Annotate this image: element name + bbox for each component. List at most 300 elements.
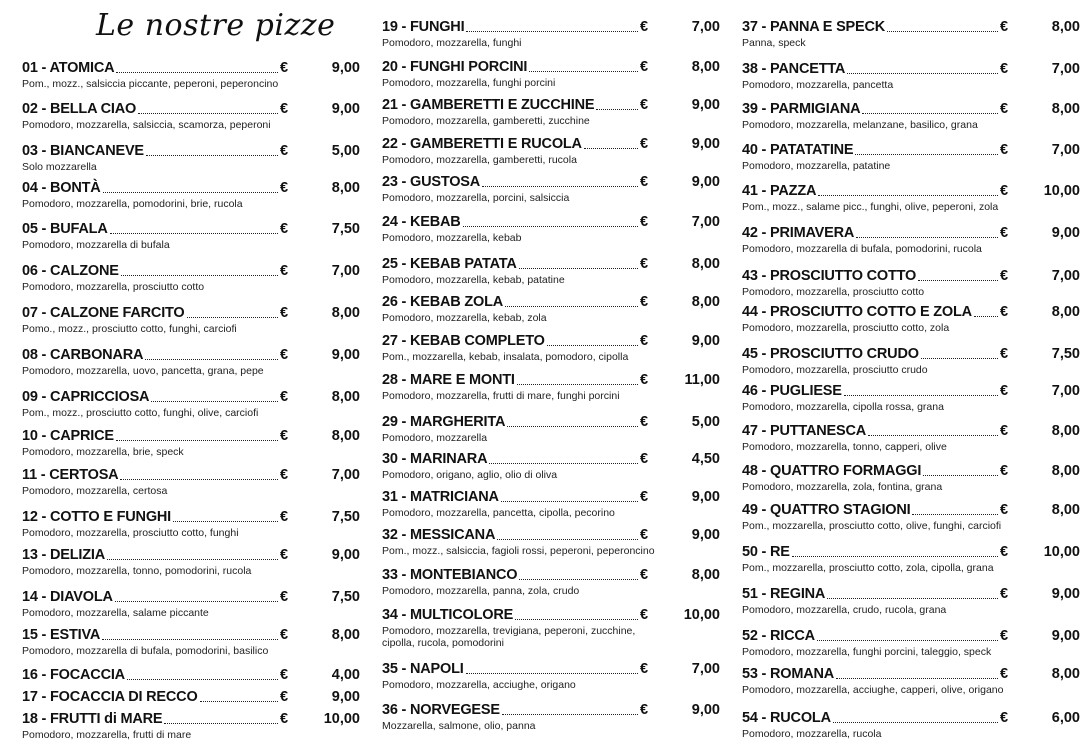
dot-leader: [862, 99, 998, 114]
euro-sign: €: [1000, 183, 1009, 199]
euro-sign: €: [1000, 61, 1009, 77]
menu-item: [22, 426, 360, 458]
pizza-price: 8,00: [331, 180, 360, 196]
dot-leader: [501, 487, 638, 502]
pizza-ingredients: Pomodoro, mozzarella, melanzane, basilico, grana: [742, 119, 978, 131]
menu-item: [382, 659, 720, 691]
pizza-name: 22 - GAMBERETTI E RUCOLA: [382, 136, 582, 152]
euro-sign: €: [1000, 502, 1009, 518]
pizza-ingredients: Panna, speck: [742, 37, 806, 49]
dot-leader: [596, 95, 638, 110]
pizza-name: 02 - BELLA CIAO: [22, 101, 137, 117]
dot-leader: [868, 421, 998, 436]
euro-sign: €: [280, 428, 289, 444]
pizza-price: 9,00: [331, 101, 360, 117]
pizza-ingredients: Pom., mozz., salame picc., funghi, olive, peperoni, zola: [742, 201, 999, 213]
menu-item: [22, 387, 360, 419]
dot-leader: [151, 387, 278, 402]
pizza-name: 20 - FUNGHI PORCINI: [382, 59, 528, 75]
pizza-name: 05 - BUFALA: [22, 221, 108, 237]
dot-leader: [102, 625, 278, 640]
dot-leader: [887, 17, 998, 32]
dot-leader: [817, 626, 998, 641]
menu-item: [742, 59, 1080, 91]
euro-sign: €: [1000, 383, 1009, 399]
menu-item: [382, 95, 720, 127]
pizza-name: 40 - PATATATINE: [742, 142, 854, 158]
pizza-price: 7,50: [331, 509, 360, 525]
pizza-price: 9,00: [691, 333, 720, 349]
pizza-price: 7,00: [691, 214, 720, 230]
pizza-ingredients: Pomodoro, mozzarella, tonno, pomodorini, rucola: [22, 565, 252, 577]
menu-item: [742, 708, 1080, 740]
dot-leader: [116, 426, 278, 441]
menu-item: [382, 525, 720, 557]
pizza-price: 8,00: [1051, 423, 1080, 439]
euro-sign: €: [640, 372, 649, 388]
pizza-price: 4,50: [691, 451, 720, 467]
euro-sign: €: [1000, 710, 1009, 726]
pizza-price: 9,00: [331, 689, 360, 705]
pizza-price: 8,00: [691, 294, 720, 310]
euro-sign: €: [1000, 463, 1009, 479]
dot-leader: [921, 344, 998, 359]
pizza-name: 39 - PARMIGIANA: [742, 101, 861, 117]
dot-leader: [792, 542, 998, 557]
pizza-ingredients: Pom., mozz., salsiccia piccante, peperoni, peperoncino: [22, 78, 279, 90]
dot-leader: [547, 331, 638, 346]
dot-leader: [818, 181, 998, 196]
euro-sign: €: [1000, 666, 1009, 682]
euro-sign: €: [1000, 142, 1009, 158]
euro-sign: €: [1000, 225, 1009, 241]
dot-leader: [529, 57, 638, 72]
euro-sign: €: [640, 294, 649, 310]
pizza-name: 17 - FOCACCIA DI RECCO: [22, 689, 198, 705]
pizza-ingredients: Pomodoro, mozzarella, prosciutto cotto, funghi: [22, 527, 239, 539]
pizza-price: 8,00: [331, 305, 360, 321]
pizza-name: 33 - MONTEBIANCO: [382, 567, 518, 583]
pizza-ingredients: Pomodoro, mozzarella, crudo, rucola, grana: [742, 604, 947, 616]
pizza-price: 9,00: [691, 97, 720, 113]
dot-leader: [103, 178, 278, 193]
menu-item: [742, 99, 1080, 131]
euro-sign: €: [640, 59, 649, 75]
pizza-price: 7,50: [331, 221, 360, 237]
menu-item: [742, 266, 1080, 298]
pizza-name: 43 - PROSCIUTTO COTTO: [742, 268, 917, 284]
pizza-name: 53 - ROMANA: [742, 666, 835, 682]
pizza-ingredients: Pomodoro, mozzarella, trevigiana, peperoni, zucchine, cipolla, rucola, pomodorini: [382, 625, 636, 649]
euro-sign: €: [1000, 346, 1009, 362]
pizza-price: 5,00: [331, 143, 360, 159]
pizza-name: 41 - PAZZA: [742, 183, 817, 199]
menu-item: [742, 584, 1080, 616]
dot-leader: [517, 370, 638, 385]
menu-item: [382, 605, 720, 649]
pizza-price: 8,00: [691, 59, 720, 75]
menu-item: [742, 223, 1080, 255]
pizza-name: 16 - FOCACCIA: [22, 667, 125, 683]
pizza-name: 42 - PRIMAVERA: [742, 225, 855, 241]
pizza-name: 48 - QUATTRO FORMAGGI: [742, 463, 922, 479]
pizza-price: 8,00: [1051, 463, 1080, 479]
euro-sign: €: [640, 661, 649, 677]
menu-item: [382, 449, 720, 481]
pizza-price: 8,00: [331, 389, 360, 405]
dot-leader: [515, 605, 638, 620]
dot-leader: [833, 708, 998, 723]
pizza-ingredients: Pomodoro, mozzarella, patatine: [742, 160, 891, 172]
dot-leader: [127, 665, 278, 680]
pizza-name: 37 - PANNA E SPECK: [742, 19, 886, 35]
pizza-price: 10,00: [323, 711, 360, 727]
menu-item: [22, 687, 360, 707]
euro-sign: €: [1000, 544, 1009, 560]
pizza-ingredients: Solo mozzarella: [22, 161, 97, 173]
pizza-ingredients: Pomodoro, mozzarella, salsiccia, scamorza, peperoni: [22, 119, 271, 131]
euro-sign: €: [640, 97, 649, 113]
dot-leader: [855, 140, 998, 155]
dot-leader: [121, 261, 278, 276]
menu-item: [742, 181, 1080, 213]
menu-item: [22, 587, 360, 619]
dot-leader: [107, 545, 278, 560]
pizza-price: 8,00: [1051, 101, 1080, 117]
pizza-name: 08 - CARBONARA: [22, 347, 144, 363]
euro-sign: €: [1000, 628, 1009, 644]
menu-item: [22, 465, 360, 497]
dot-leader: [116, 58, 278, 73]
pizza-name: 13 - DELIZIA: [22, 547, 105, 563]
dot-leader: [463, 212, 638, 227]
menu-item: [742, 140, 1080, 172]
menu-item: [382, 412, 720, 444]
dot-leader: [847, 59, 998, 74]
pizza-ingredients: Pomodoro, mozzarella, funghi porcini: [382, 77, 556, 89]
menu-item: [382, 134, 720, 166]
dot-leader: [856, 223, 998, 238]
pizza-price: 8,00: [331, 428, 360, 444]
pizza-price: 7,00: [691, 661, 720, 677]
euro-sign: €: [1000, 304, 1009, 320]
pizza-price: 4,00: [331, 667, 360, 683]
euro-sign: €: [280, 547, 289, 563]
pizza-name: 54 - RUCOLA: [742, 710, 831, 726]
menu-item: [382, 254, 720, 286]
pizza-price: 9,00: [331, 347, 360, 363]
dot-leader: [138, 99, 278, 114]
pizza-price: 11,00: [684, 372, 720, 388]
pizza-name: 12 - COTTO E FUNGHI: [22, 509, 172, 525]
pizza-ingredients: Pomo., mozz., prosciutto cotto, funghi, carciofi: [22, 323, 237, 335]
menu-item: [382, 292, 720, 324]
pizza-ingredients: Pomodoro, origano, aglio, olio di oliva: [382, 469, 558, 481]
menu-item: [742, 626, 1080, 658]
pizza-price: 7,00: [1051, 383, 1080, 399]
pizza-ingredients: Pomodoro, mozzarella, pancetta, cipolla, pecorino: [382, 507, 615, 519]
pizza-name: 03 - BIANCANEVE: [22, 143, 144, 159]
pizza-ingredients: Pomodoro, mozzarella, pancetta: [742, 79, 894, 91]
pizza-price: 9,00: [1051, 628, 1080, 644]
euro-sign: €: [280, 221, 289, 237]
dot-leader: [164, 709, 278, 724]
euro-sign: €: [280, 101, 289, 117]
euro-sign: €: [640, 256, 649, 272]
pizza-ingredients: Pomodoro, mozzarella, salame piccante: [22, 607, 209, 619]
dot-leader: [482, 172, 638, 187]
euro-sign: €: [640, 702, 649, 718]
menu-item: [742, 421, 1080, 453]
pizza-ingredients: Pomodoro, mozzarella, brie, speck: [22, 446, 184, 458]
menu-item: [22, 709, 360, 741]
menu-item: [382, 331, 720, 363]
menu-item: [22, 99, 360, 131]
euro-sign: €: [280, 347, 289, 363]
pizza-ingredients: Pomodoro, mozzarella, pomodorini, brie, rucola: [22, 198, 243, 210]
menu-item: [382, 57, 720, 89]
euro-sign: €: [280, 667, 289, 683]
pizza-name: 09 - CAPRICCIOSA: [22, 389, 150, 405]
dot-leader: [507, 412, 638, 427]
euro-sign: €: [640, 214, 649, 230]
menu-item: [742, 302, 1080, 334]
pizza-ingredients: Pomodoro, mozzarella, funghi porcini, taleggio, speck: [742, 646, 992, 658]
menu-item: [382, 700, 720, 732]
euro-sign: €: [640, 19, 649, 35]
pizza-name: 35 - NAPOLI: [382, 661, 464, 677]
dot-leader: [923, 461, 998, 476]
pizza-price: 9,00: [1051, 586, 1080, 602]
menu-item: [22, 545, 360, 577]
menu-item: [22, 178, 360, 210]
menu-item: [22, 665, 360, 685]
euro-sign: €: [280, 509, 289, 525]
pizza-name: 50 - RE: [742, 544, 790, 560]
euro-sign: €: [280, 143, 289, 159]
pizza-ingredients: Pomodoro, mozzarella di bufala: [22, 239, 170, 251]
euro-sign: €: [1000, 101, 1009, 117]
dot-leader: [497, 525, 638, 540]
menu-item: [22, 261, 360, 293]
pizza-ingredients: Pomodoro, mozzarella, porcini, salsiccia: [382, 192, 570, 204]
pizza-price: 8,00: [1051, 666, 1080, 682]
pizza-price: 10,00: [1043, 544, 1080, 560]
pizza-name: 10 - CAPRICE: [22, 428, 114, 444]
euro-sign: €: [280, 389, 289, 405]
pizza-name: 21 - GAMBERETTI E ZUCCHINE: [382, 97, 595, 113]
euro-sign: €: [280, 711, 289, 727]
pizza-price: 9,00: [331, 60, 360, 76]
pizza-price: 7,00: [1051, 142, 1080, 158]
pizza-price: 8,00: [1051, 502, 1080, 518]
pizza-ingredients: Pomodoro, mozzarella, frutti di mare: [22, 729, 192, 741]
pizza-ingredients: Pomodoro, mozzarella, prosciutto cotto: [742, 286, 925, 298]
pizza-ingredients: Pomodoro, mozzarella, rucola: [742, 728, 882, 740]
dot-leader: [145, 345, 278, 360]
pizza-ingredients: Pomodoro, mozzarella, zola, fontina, grana: [742, 481, 943, 493]
dot-leader: [120, 465, 278, 480]
pizza-price: 8,00: [691, 567, 720, 583]
menu-item: [382, 565, 720, 597]
dot-leader: [146, 141, 278, 156]
menu-item: [22, 219, 360, 251]
menu-item: [22, 58, 360, 90]
euro-sign: €: [280, 689, 289, 705]
pizza-price: 9,00: [691, 702, 720, 718]
pizza-price: 8,00: [691, 256, 720, 272]
pizza-ingredients: Pomodoro, mozzarella, prosciutto cotto: [22, 281, 205, 293]
pizza-name: 31 - MATRICIANA: [382, 489, 499, 505]
pizza-price: 10,00: [1043, 183, 1080, 199]
pizza-price: 7,00: [331, 467, 360, 483]
euro-sign: €: [1000, 19, 1009, 35]
pizza-price: 7,00: [1051, 268, 1080, 284]
pizza-ingredients: Pom., mozzarella, prosciutto cotto, olive, funghi, carciofi: [742, 520, 1002, 532]
dot-leader: [466, 659, 638, 674]
pizza-name: 27 - KEBAB COMPLETO: [382, 333, 545, 349]
pizza-price: 9,00: [691, 174, 720, 190]
menu-item: [742, 17, 1080, 49]
pizza-price: 7,00: [331, 263, 360, 279]
pizza-name: 25 - KEBAB PATATA: [382, 256, 517, 272]
dot-leader: [110, 219, 278, 234]
pizza-ingredients: Pomodoro, mozzarella, frutti di mare, funghi porcini: [382, 390, 620, 402]
menu-item: [382, 370, 720, 402]
dot-leader: [489, 449, 638, 464]
pizza-name: 07 - CALZONE FARCITO: [22, 305, 185, 321]
pizza-ingredients: Pomodoro, mozzarella, kebab, patatine: [382, 274, 565, 286]
euro-sign: €: [280, 180, 289, 196]
pizza-ingredients: Pomodoro, mozzarella, acciughe, origano: [382, 679, 576, 691]
pizza-name: 34 - MULTICOLORE: [382, 607, 514, 623]
euro-sign: €: [640, 567, 649, 583]
menu-item: [382, 487, 720, 519]
euro-sign: €: [640, 607, 649, 623]
pizza-ingredients: Pomodoro, mozzarella, uovo, pancetta, grana, pepe: [22, 365, 264, 377]
pizza-ingredients: Pomodoro, mozzarella, gamberetti, zucchine: [382, 115, 590, 127]
dot-leader: [173, 507, 278, 522]
pizza-name: 47 - PUTTANESCA: [742, 423, 867, 439]
pizza-ingredients: Pomodoro, mozzarella, tonno, capperi, olive: [742, 441, 947, 453]
pizza-price: 9,00: [1051, 225, 1080, 241]
euro-sign: €: [280, 305, 289, 321]
pizza-name: 51 - REGINA: [742, 586, 826, 602]
dot-leader: [519, 565, 638, 580]
menu-item: [742, 461, 1080, 493]
pizza-price: 5,00: [691, 414, 720, 430]
pizza-name: 30 - MARINARA: [382, 451, 488, 467]
dot-leader: [115, 587, 278, 602]
menu-item: [22, 345, 360, 377]
pizza-price: 7,00: [691, 19, 720, 35]
pizza-price: 9,00: [331, 547, 360, 563]
euro-sign: €: [640, 174, 649, 190]
pizza-ingredients: Pomodoro, mozzarella, panna, zola, crudo: [382, 585, 580, 597]
pizza-ingredients: Pomodoro, mozzarella, kebab: [382, 232, 522, 244]
dot-leader: [836, 664, 998, 679]
pizza-name: 28 - MARE E MONTI: [382, 372, 515, 388]
pizza-price: 9,00: [691, 527, 720, 543]
pizza-ingredients: Pomodoro, mozzarella di bufala, pomodorini, basilico: [22, 645, 269, 657]
pizza-name: 06 - CALZONE: [22, 263, 119, 279]
menu-item: [382, 172, 720, 204]
dot-leader: [519, 254, 638, 269]
pizza-name: 26 - KEBAB ZOLA: [382, 294, 504, 310]
menu-item: [742, 381, 1080, 413]
pizza-name: 24 - KEBAB: [382, 214, 461, 230]
pizza-ingredients: Pomodoro, mozzarella di bufala, pomodorini, rucola: [742, 243, 982, 255]
dot-leader: [502, 700, 638, 715]
pizza-name: 15 - ESTIVA: [22, 627, 101, 643]
menu-item: [382, 17, 720, 49]
pizza-name: 36 - NORVEGESE: [382, 702, 500, 718]
pizza-name: 23 - GUSTOSA: [382, 174, 481, 190]
dot-leader: [974, 302, 998, 317]
menu-title: Le nostre pizze: [96, 8, 336, 43]
menu-item: [742, 542, 1080, 574]
pizza-price: 9,00: [691, 136, 720, 152]
pizza-price: 8,00: [1051, 304, 1080, 320]
menu-item: [22, 141, 360, 173]
pizza-name: 04 - BONTÀ: [22, 180, 101, 196]
pizza-price: 9,00: [691, 489, 720, 505]
dot-leader: [918, 266, 998, 281]
dot-leader: [827, 584, 998, 599]
pizza-price: 7,00: [1051, 61, 1080, 77]
pizza-name: 44 - PROSCIUTTO COTTO E ZOLA: [742, 304, 972, 320]
euro-sign: €: [640, 527, 649, 543]
euro-sign: €: [640, 414, 649, 430]
menu-item: [22, 625, 360, 657]
menu-item: [382, 212, 720, 244]
pizza-price: 8,00: [331, 627, 360, 643]
pizza-ingredients: Pomodoro, mozzarella, certosa: [22, 485, 168, 497]
pizza-name: 32 - MESSICANA: [382, 527, 496, 543]
euro-sign: €: [1000, 268, 1009, 284]
pizza-price: 8,00: [1051, 19, 1080, 35]
pizza-ingredients: Pomodoro, mozzarella, acciughe, capperi, olive, origano: [742, 684, 1004, 696]
euro-sign: €: [1000, 423, 1009, 439]
pizza-name: 19 - FUNGHI: [382, 19, 465, 35]
pizza-ingredients: Pomodoro, mozzarella, cipolla rossa, grana: [742, 401, 944, 413]
menu-item: [742, 664, 1080, 696]
dot-leader: [912, 500, 998, 515]
euro-sign: €: [280, 467, 289, 483]
pizza-ingredients: Pomodoro, mozzarella, funghi: [382, 37, 522, 49]
euro-sign: €: [280, 60, 289, 76]
pizza-name: 45 - PROSCIUTTO CRUDO: [742, 346, 919, 362]
pizza-name: 29 - MARGHERITA: [382, 414, 506, 430]
pizza-name: 11 - CERTOSA: [22, 467, 119, 483]
dot-leader: [187, 303, 279, 318]
menu-item: [22, 303, 360, 335]
pizza-ingredients: Pomodoro, mozzarella: [382, 432, 488, 444]
euro-sign: €: [640, 136, 649, 152]
pizza-ingredients: Pom., mozz., prosciutto cotto, funghi, olive, carciofi: [22, 407, 259, 419]
euro-sign: €: [280, 627, 289, 643]
pizza-name: 01 - ATOMICA: [22, 60, 115, 76]
euro-sign: €: [640, 333, 649, 349]
menu-item: [742, 344, 1080, 376]
dot-leader: [200, 687, 278, 702]
menu-item: [742, 500, 1080, 532]
euro-sign: €: [640, 451, 649, 467]
pizza-ingredients: Pomodoro, mozzarella, gamberetti, rucola: [382, 154, 577, 166]
pizza-ingredients: Pomodoro, mozzarella, prosciutto crudo: [742, 364, 928, 376]
euro-sign: €: [280, 589, 289, 605]
euro-sign: €: [280, 263, 289, 279]
